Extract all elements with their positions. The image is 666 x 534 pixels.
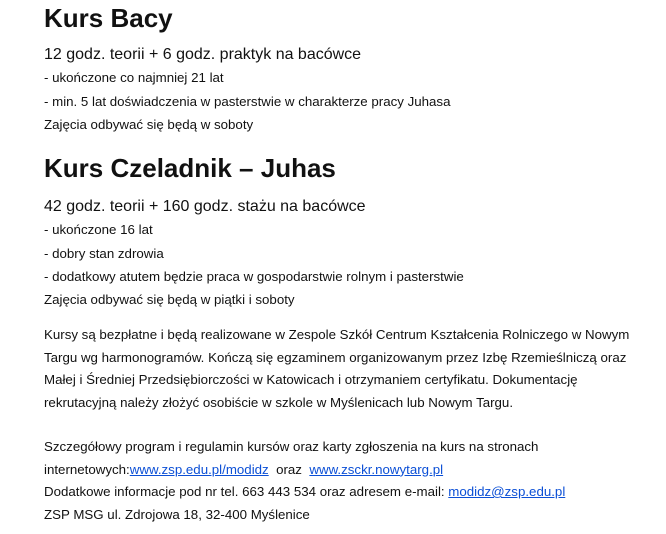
kurs-czeladnik-requirement-health: - dobry stan zdrowia — [44, 246, 164, 261]
kurs-bacy-requirement-experience: - min. 5 lat doświadczenia w pasterstwie w charakterze pracy Juhasa — [44, 94, 451, 109]
info-description: Kursy są bezpłatne i będą realizowane w Zespole Szkół Centrum Kształcenia Rolniczego w Nowym Targu wg harmonogramów. Kończą się egzaminem organizowanym przez Izbę Rzemieślniczą oraz Małej i Średniej Przedsiębiorczości w Katowicach i otrzymaniem certyfikatu. Dokumentację rekrutacyjną należy złożyć osobiście w szkole w Myślenicach lub Nowym Targu. — [44, 327, 630, 410]
program-info — [44, 436, 644, 481]
kurs-czeladnik-schedule: Zajęcia odbywać się będą w piątki i soboty — [44, 292, 295, 307]
kurs-bacy-schedule: Zajęcia odbywać się będą w soboty — [44, 117, 254, 132]
link-zsckr[interactable]: www.zsckr.nowytarg.pl — [309, 461, 444, 477]
link-zsp[interactable]: www.zsp.edu.pl/modidz — [129, 461, 269, 477]
program-info-text: Szczegółowy program i regulamin kursów oraz karty zgłoszenia na kurs na stronach internetowych: — [44, 439, 539, 477]
address: ZSP MSG ul. Zdrojowa 18, 32-400 Myślenice — [44, 507, 310, 522]
contact-info — [44, 481, 644, 504]
kurs-czeladnik-hours: 42 godz. teorii + 160 godz. stażu na bacówce — [44, 198, 366, 215]
contact-info-text: Dodatkowe informacje pod nr tel. 663 443 534 oraz adresem e-mail: — [44, 484, 449, 499]
kurs-czeladnik-heading: Kurs Czeladnik – Juhas — [44, 153, 336, 183]
kurs-bacy-heading: Kurs Bacy — [44, 3, 173, 33]
program-info-between: oraz — [268, 461, 310, 477]
email-link[interactable]: modidz@zsp.edu.pl — [448, 484, 566, 499]
kurs-bacy-hours: 12 godz. teorii + 6 godz. praktyk na bacówce — [44, 46, 362, 63]
kurs-bacy-requirement-age: - ukończone co najmniej 21 lat — [44, 70, 224, 85]
kurs-czeladnik-requirement-bonus: - dodatkowy atutem będzie praca w gospodarstwie rolnym i pasterstwie — [44, 269, 464, 284]
kurs-czeladnik-requirement-age: - ukończone 16 lat — [44, 222, 153, 237]
